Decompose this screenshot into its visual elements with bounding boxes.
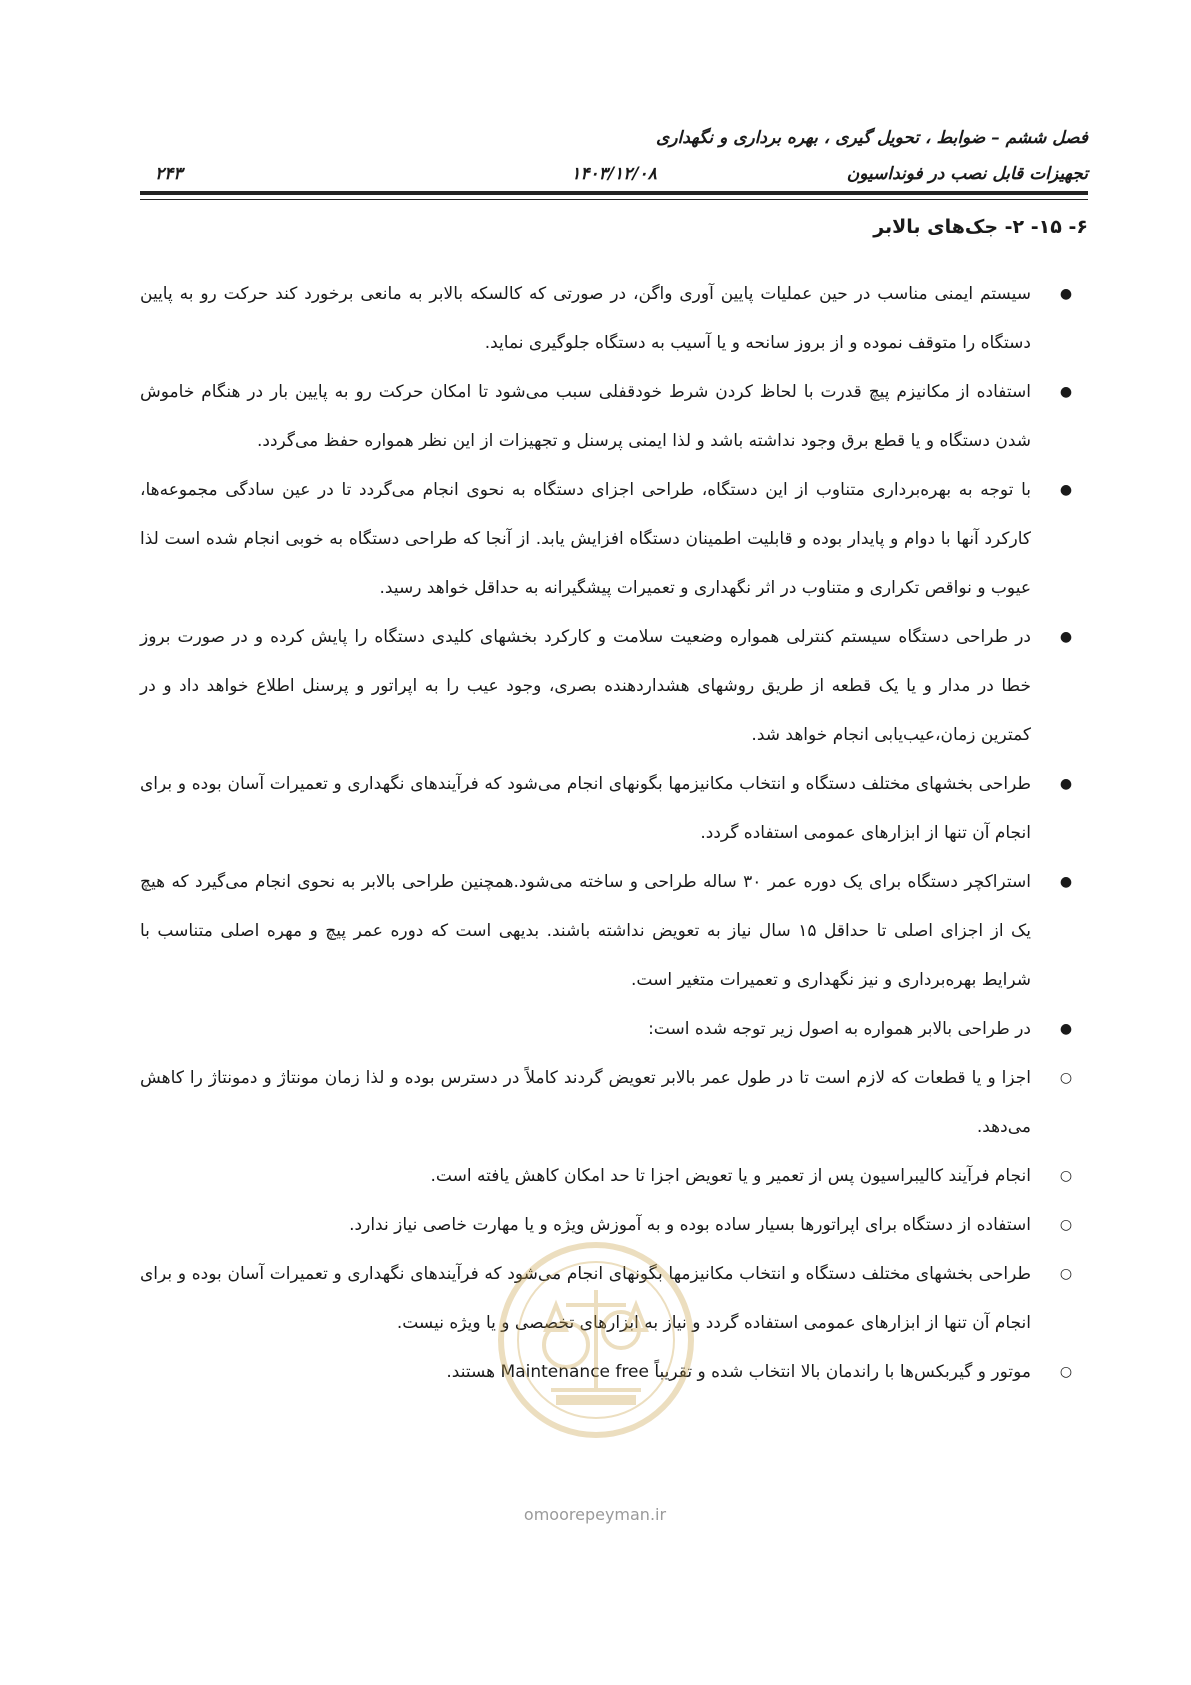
bullet-icon: ● (1059, 482, 1073, 498)
list-item-text: انجام فرآیند کالیبراسیون پس از تعمیر و یا تعویض اجزا تا حد امکان کاهش یافته است. (430, 1166, 1031, 1186)
section-title: ۶- ۱۵- ۲- جک‌های بالابر (873, 216, 1088, 238)
bullet-icon: ● (1059, 286, 1073, 302)
bullet-icon: ● (1059, 1021, 1073, 1037)
content-list (140, 270, 1073, 1397)
page-number: ۲۴۳ (155, 164, 183, 184)
header-subtitle: تجهیزات قابل نصب در فونداسیون (846, 164, 1088, 184)
bullet-icon: ● (1059, 874, 1073, 890)
circle-bullet-icon: ○ (1059, 1168, 1073, 1184)
circle-bullet-icon: ○ (1059, 1266, 1073, 1282)
header-divider-thick (140, 191, 1088, 195)
list-item (140, 760, 1073, 858)
watermark-url: omoorepeyman.ir (523, 1505, 667, 1524)
list-item (140, 1005, 1073, 1054)
circle-bullet-icon: ○ (1059, 1364, 1073, 1380)
list-item-text: طراحی بخشهای مختلف دستگاه و انتخاب مکانیزمها بگونهای انجام می‌شود که فرآیندهای نگهداری و تعمیرات آسان بوده و برای انجام آن تنها از ابزارهای عمومی استفاده گردد و نیاز به ابزارهای تخصصی و یا ویژه نیست. (140, 1264, 1031, 1333)
list-item (140, 1201, 1073, 1250)
circle-bullet-icon: ○ (1059, 1070, 1073, 1086)
list-item-text: در طراحی دستگاه سیستم کنترلی همواره وضعیت سلامت و کارکرد بخشهای کلیدی دستگاه را پایش کرده و در صورت بروز خطا در مدار و یا یک قطعه از طریق روشهای هشداردهنده بصری، وجود عیب را به اپراتور و پرسنل اطلاع خواهد داد و در کمترین زمان،عیب‌یابی انجام خواهد شد. (140, 627, 1031, 745)
header-date: ۱۴۰۳/۱۲/۰۸ (571, 164, 657, 184)
bullet-icon: ● (1059, 384, 1073, 400)
list-item-text: استفاده از مکانیزم پیچ قدرت با لحاظ کردن شرط خودقفلی سبب می‌شود تا امکان حرکت رو به پایین بار در هنگام خاموش شدن دستگاه و یا قطع برق وجود نداشته باشد و لذا ایمنی پرسنل و تجهیزات از این نظر همواره حفظ می‌گردد. (140, 382, 1031, 451)
list-item-text: سیستم ایمنی مناسب در حین عملیات پایین آوری واگن، در صورتی که کالسکه بالابر به مانعی برخورد کند حرکت رو به پایین دستگاه را متوقف نموده و از بروز سانحه و یا آسیب به دستگاه جلوگیری نماید. (140, 284, 1031, 353)
list-item (140, 1152, 1073, 1201)
list-item (140, 466, 1073, 613)
list-item-text: در طراحی بالابر همواره به اصول زیر توجه شده است: (648, 1019, 1031, 1039)
list-item-text: استراکچر دستگاه برای یک دوره عمر ۳۰ ساله طراحی و ساخته می‌شود.همچنین طراحی بالابر به نحوی انجام می‌گیرد که هیچ یک از اجزای اصلی تا حداقل ۱۵ سال نیاز به تعویض نداشته باشند. بدیهی است که دوره عمر پیچ و مهره اصلی متناسب با شرایط بهره‌برداری و نیز نگهداری و تعمیرات متغیر است. (140, 872, 1031, 990)
circle-bullet-icon: ○ (1059, 1217, 1073, 1233)
list-item (140, 1348, 1073, 1397)
list-item (140, 613, 1073, 760)
list-item (140, 858, 1073, 1005)
list-item (140, 1054, 1073, 1152)
list-item-text: موتور و گیربکس‌ها با راندمان بالا انتخاب شده و تقریباً Maintenance free هستند. (446, 1362, 1031, 1382)
header-row (140, 164, 1088, 186)
list-item-text: طراحی بخشهای مختلف دستگاه و انتخاب مکانیزمها بگونهای انجام می‌شود که فرآیندهای نگهداری و تعمیرات آسان بوده و برای انجام آن تنها از ابزارهای عمومی استفاده گردد. (140, 774, 1031, 843)
bullet-icon: ● (1059, 776, 1073, 792)
list-item-text: با توجه به بهره‌برداری متناوب از این دستگاه، طراحی اجزای دستگاه به نحوی انجام می‌گردد تا در عین سادگی مجموعه‌ها، کارکرد آنها با دوام و پایدار بوده و قابلیت اطمینان دستگاه افزایش یابد. از آنجا که طراحی دستگاه به خوبی انجام شده است لذا عیوب و نواقص تکراری و متناوب در اثر نگهداری و تعمیرات پیشگیرانه به حداقل خواهد رسید. (140, 480, 1031, 598)
list-item (140, 368, 1073, 466)
list-item (140, 270, 1073, 368)
list-item (140, 1250, 1073, 1348)
list-item-text: اجزا و یا قطعات که لازم است تا در طول عمر بالابر تعویض گردند کاملاً در دسترس بوده و لذا زمان مونتاژ و دمونتاژ را کاهش می‌دهد. (140, 1068, 1031, 1137)
list-item-text: استفاده از دستگاه برای اپراتورها بسیار ساده بوده و به آموزش ویژه و یا مهارت خاصی نیاز ندارد. (349, 1215, 1031, 1235)
header-divider-thin (140, 199, 1088, 200)
bullet-icon: ● (1059, 629, 1073, 645)
chapter-title: فصل ششم – ضوابط ، تحویل گیری ، بهره برداری و نگهداری (656, 128, 1088, 148)
